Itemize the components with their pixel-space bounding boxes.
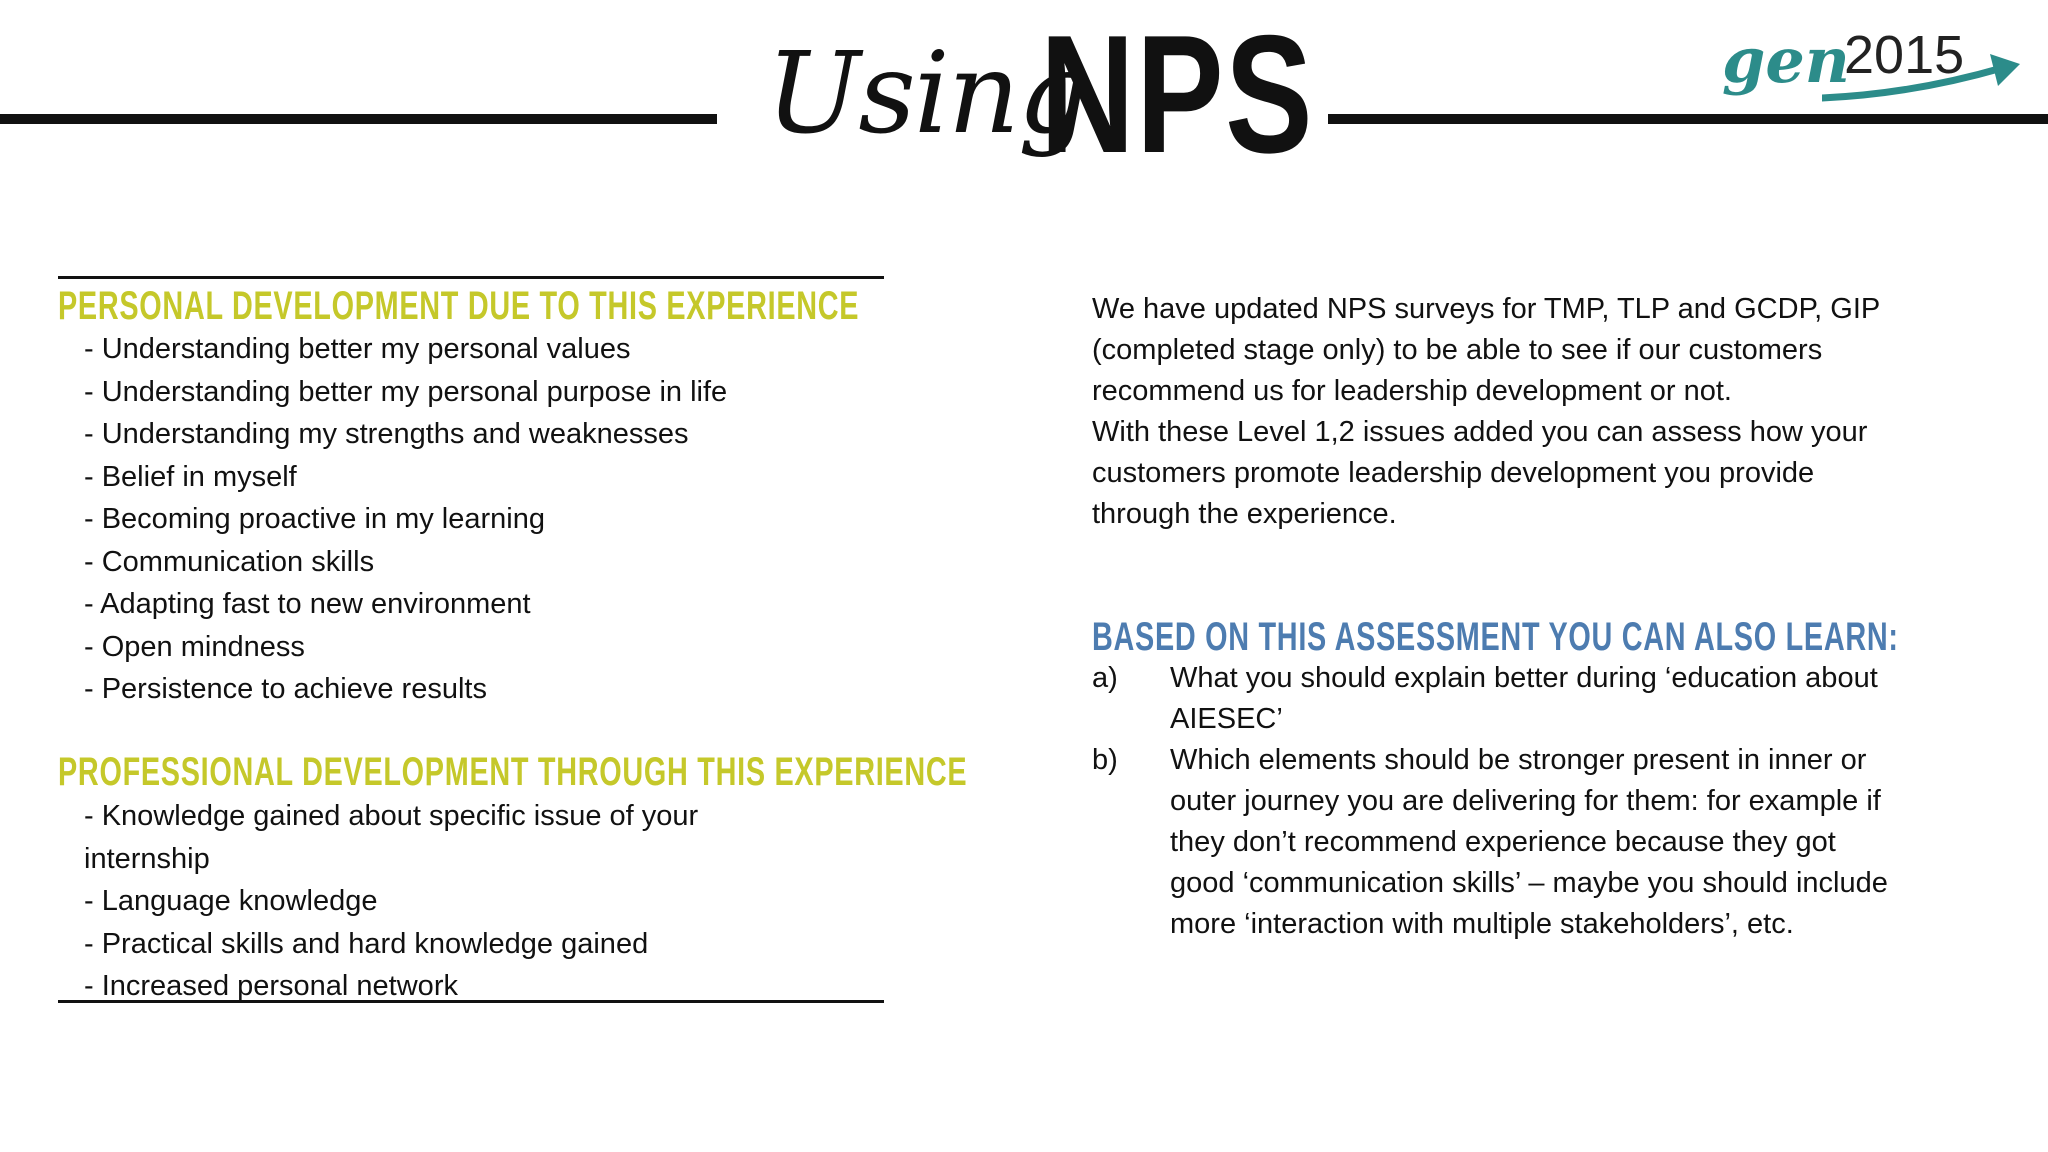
title-bold-text: NPS (1040, 0, 1315, 188)
professional-development-list (84, 795, 824, 1008)
list-item: - Practical skills and hard knowledge gained (84, 927, 649, 960)
logo-script-text: gen (1722, 24, 1850, 97)
item-marker: b) (1092, 744, 1118, 776)
intro-paragraph: We have updated NPS surveys for TMP, TLP and GCDP, GIP (completed stage only) to be able to see if our customers recommend us for leadership development or not. (1092, 293, 1880, 407)
gen2015-logo (1722, 26, 2022, 116)
list-item: - Communication skills (84, 545, 375, 578)
list-item: - Knowledge gained about specific issue of your internship (84, 800, 699, 875)
title-rule-left (0, 114, 717, 124)
list-item: - Increased personal network (84, 970, 458, 1002)
item-text: Which elements should be stronger present in inner or outer journey you are delivering for them: for example if they don’t recommend experience because they got good ‘communication skills’ – maybe you should include more ‘interaction with multiple stakeholders’, etc. (1170, 744, 1888, 940)
list-item: - Belief in myself (84, 460, 297, 493)
intro-paragraph: With these Level 1,2 issues added you can assess how your customers promote leadership development you provide through the experience. (1092, 416, 1868, 530)
intro-text (1092, 289, 1892, 535)
list-item: - Becoming proactive in my learning (84, 503, 545, 535)
list-item: - Open mindness (84, 630, 305, 663)
list-item: - Persistence to achieve results (84, 673, 487, 705)
list-item: - Language knowledge (84, 885, 378, 917)
personal-development-list (84, 328, 727, 711)
assessment-heading: BASED ON THIS ASSESSMENT YOU CAN ALSO LEARN: (1092, 615, 1899, 659)
personal-development-heading: PERSONAL DEVELOPMENT DUE TO THIS EXPERIENCE (58, 284, 860, 328)
left-box-top-rule (58, 276, 884, 279)
item-text: What you should explain better during ‘education about AIESEC’ (1170, 662, 1878, 735)
list-item: - Adapting fast to new environment (84, 588, 531, 620)
item-marker: a) (1092, 662, 1118, 694)
logo-year-text: 2015 (1844, 25, 1965, 85)
list-item: - Understanding better my personal values (84, 333, 631, 365)
list-item: - Understanding better my personal purpose in life (84, 375, 728, 408)
list-item: - Understanding my strengths and weaknesses (84, 418, 689, 450)
title-script-text: Using (766, 29, 1088, 159)
professional-development-heading: PROFESSIONAL DEVELOPMENT THROUGH THIS EXPERIENCE (58, 750, 968, 794)
